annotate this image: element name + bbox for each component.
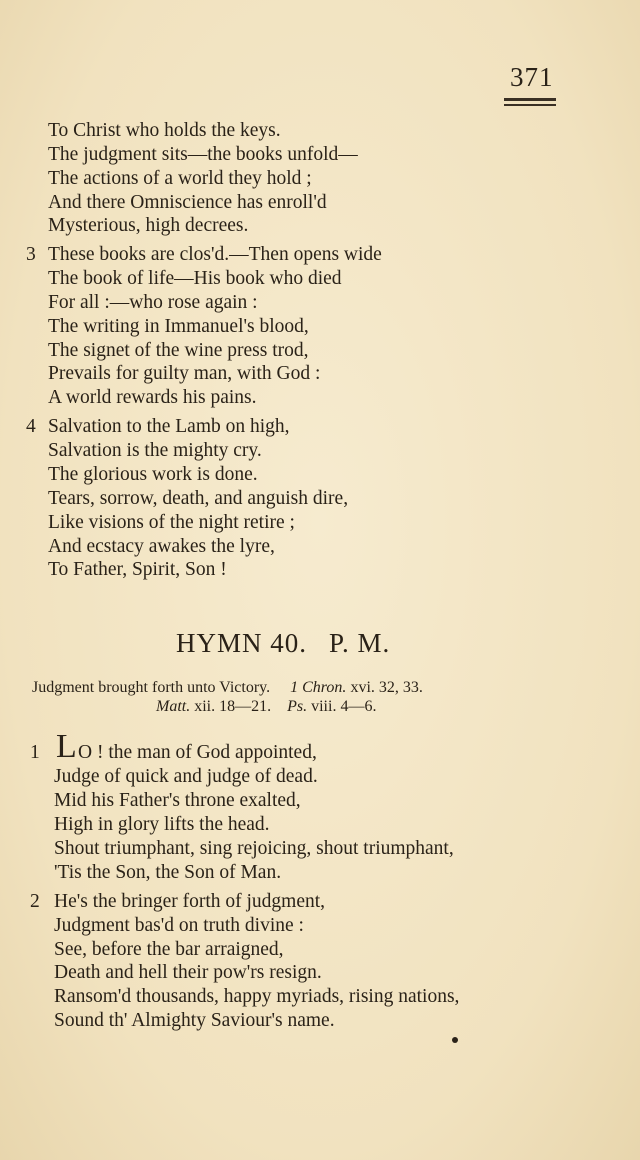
verse-line: Salvation to the Lamb on high, (48, 416, 290, 437)
verse-line: See, before the bar arraigned, (54, 939, 284, 960)
stanza-number: 1 (30, 742, 40, 763)
stanza-number: 2 (30, 891, 40, 912)
verse-line: Ransom'd thousands, happy myriads, rising nations, (54, 986, 460, 1007)
scripture-ref: Matt. xii. 18—21. (156, 698, 272, 715)
hymn-meter: P. M. (329, 628, 391, 658)
verse-line: He's the bringer forth of judgment, (54, 891, 326, 912)
hymn-subtitle (32, 680, 423, 696)
verse-line: Tears, sorrow, death, and anguish dire, (48, 488, 349, 509)
verse-line: And there Omniscience has enroll'd (48, 192, 327, 213)
verse-line: Death and hell their pow'rs resign. (54, 962, 322, 983)
verse-line: High in glory lifts the head. (54, 814, 270, 835)
ink-mark (452, 1037, 458, 1043)
verse-line: 'Tis the Son, the Son of Man. (54, 862, 282, 883)
header-rule (504, 104, 556, 106)
verse-line: Shout triumphant, sing rejoicing, shout triumphant, (54, 838, 454, 859)
hymn-subtitle-refs (156, 699, 376, 715)
verse-line: Judgment bas'd on truth divine : (54, 915, 304, 936)
hymn-title (176, 628, 412, 659)
verse-line: These books are clos'd.—Then opens wide (48, 244, 382, 265)
verse-line: The signet of the wine press trod, (48, 340, 309, 361)
verse-line: And ecstacy awakes the lyre, (48, 536, 275, 557)
subtitle-text: Judgment brought forth unto Victory. (32, 679, 271, 696)
verse-line: Mid his Father's throne exalted, (54, 790, 301, 811)
verse-line: Prevails for guilty man, with God : (48, 363, 321, 384)
header-rule (504, 98, 556, 101)
scripture-ref: 1 Chron. xvi. 32, 33. (290, 679, 423, 696)
verse-line: Salvation is the mighty cry. (48, 440, 262, 461)
verse-line: The book of life—His book who died (48, 268, 342, 289)
verse-line: Mysterious, high decrees. (48, 215, 249, 236)
verse-line: Sound th' Almighty Saviour's name. (54, 1010, 335, 1031)
verse-line: For all :—who rose again : (48, 292, 258, 313)
verse-line: O ! the man of God appointed, (78, 742, 317, 763)
hymn-number: HYMN 40. (176, 628, 308, 658)
drop-cap: L (56, 728, 77, 765)
verse-line: To Christ who holds the keys. (48, 120, 281, 141)
verse-line: Like visions of the night retire ; (48, 512, 295, 533)
verse-line: The judgment sits—the books unfold— (48, 144, 358, 165)
verse-line: The glorious work is done. (48, 464, 258, 485)
stanza-number: 4 (26, 416, 36, 437)
verse-line: Judge of quick and judge of dead. (54, 766, 318, 787)
page-number: 371 (510, 62, 554, 92)
verse-line: A world rewards his pains. (48, 387, 257, 408)
verse-line: The actions of a world they hold ; (48, 168, 312, 189)
stanza-number: 3 (26, 244, 36, 265)
scripture-ref: Ps. viii. 4—6. (287, 698, 377, 715)
verse-line: To Father, Spirit, Son ! (48, 559, 227, 580)
verse-line: The writing in Immanuel's blood, (48, 316, 309, 337)
